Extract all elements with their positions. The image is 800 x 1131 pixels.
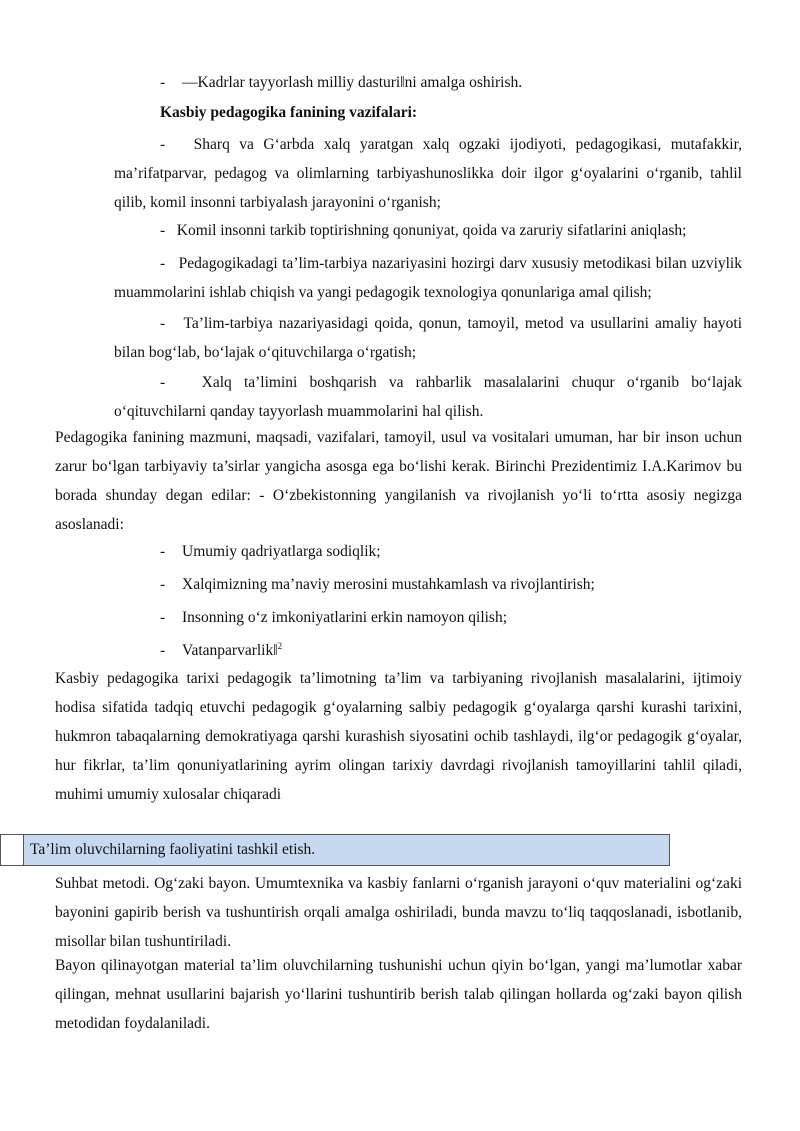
- bullet-dash: -: [160, 136, 166, 153]
- section-title-box: [0, 834, 670, 866]
- task-item-3: [114, 249, 742, 307]
- paragraph-3: Suhbat metodi. Og‘zaki bayon. Umumtexnika va kasbiy fanlarni o‘rganish jarayoni o‘quv materialini og‘zaki bayonini gapirib berish va tushuntirish orqali amalga oshiriladi, bunda mavzu to‘liq taqqoslanadi, isbotlanib, misollar bilan tushuntiriladi.: [55, 875, 742, 950]
- list-item-text: Insonning o‘z imkoniyatlarini erkin namoyon qilish;: [182, 609, 508, 626]
- section-heading: Kasbiy pedagogika fanining vazifalari:: [160, 104, 418, 121]
- list-item-text: Vatanparvarlik‖: [182, 642, 278, 659]
- list-item: [160, 570, 742, 599]
- list-item-text: Sharq va G‘arbda xalq yaratgan xalq ogzaki ijodiyoti, pedagogikasi, mutafakkir, ma’rifatparvar, pedagog va olimlarning tarbiyashunoslikka doir ilgor g‘oyalarini o‘rganib, tahlil qilib, komil insonni tarbiyalash jarayonini o‘rganish;: [114, 136, 743, 211]
- list-item-text: Ta’lim-tarbiya nazariyasidagi qoida, qonun, tamoyil, metod va usullarini amaliy hayoti bilan bog‘lab, bo‘lajak o‘qituvchilarga o‘rgatish;: [114, 315, 743, 361]
- task-item-1: [114, 130, 742, 217]
- list-item-text: Xalqimizning ma’naviy merosini mustahkamlash va rivojlantirish;: [182, 576, 595, 593]
- task-item-5: [114, 368, 742, 426]
- task-item-2: [114, 216, 742, 245]
- paragraph-4: Bayon qilinayotgan material ta’lim oluvchilarning tushunishi uchun qiyin bo‘lgan, yangi ma’lumotlar xabar qilingan, mehnat usullarini bajarish yo‘llarini tushuntirib berish talab qilingan hollarda og‘zaki bayon qilish metodidan foydalaniladi.: [55, 957, 742, 1032]
- list-item-text: Xalq ta’limini boshqarish va rahbarlik masalalarini chuqur o‘rganib bo‘lajak o‘qituvchilarni qanday tayyorlash muammolarini hal qilish.: [114, 374, 743, 420]
- bullet-dash: -: [160, 576, 166, 593]
- bullet-dash: -: [160, 74, 166, 91]
- list-item: [160, 636, 742, 665]
- paragraph-2: Kasbiy pedagogika tarixi pedagogik ta’limotning ta’lim va tarbiyaning rivojlanish masalalarini, ijtimoiy hodisa sifatida tadqiq etuvchi pedagogik g‘oyalarning salbiy pedagogik g‘oyalarga qarshi kurashi tarixini, hukmron tabaqalarning demokratiyaga qarshi kurashish siyosatini ochib tashlaydi, ilg‘or pedagogik g‘oyalar, hur fikrlar, ta’lim qonuniyatlarining ayrim olingan tarixiy davrdagi rivojlanish tamoyillarini tahlil qiladi, muhimi umumiy xulosalar chiqaradi: [55, 670, 742, 803]
- bullet-dash: -: [160, 543, 166, 560]
- list-item: [160, 537, 742, 566]
- list-item: [160, 603, 742, 632]
- bullet-dash: -: [160, 255, 166, 272]
- footnote-marker[interactable]: 2: [277, 640, 283, 651]
- bullet-dash: -: [160, 222, 166, 239]
- list-item: [160, 68, 742, 97]
- bullet-dash: -: [160, 315, 166, 332]
- bullet-dash: -: [160, 609, 166, 626]
- task-item-4: [114, 309, 742, 367]
- bullet-dash: -: [160, 642, 166, 659]
- bullet-dash: -: [160, 374, 166, 391]
- paragraph-1: Pedagogika fanining mazmuni, maqsadi, vazifalari, tamoyil, usul va vositalari umuman, har bir inson uchun zarur bo‘lgan tarbiyaviy ta’sirlar yangicha asosga ega bo‘lishi kerak. Birinchi Prezidentimiz I.A.Karimov bu borada shunday degan edilar: - O‘zbekistonning yangilanish va rivojlanish yo‘li to‘rtta asosiy negizga asoslanadi:: [55, 429, 742, 533]
- list-item-text: Umumiy qadriyatlarga sodiqlik;: [182, 543, 381, 560]
- section-title: Ta’lim oluvchilarning faoliyatini tashkil etish.: [23, 835, 669, 865]
- list-item-text: Komil insonni tarkib toptirishning qonuniyat, qoida va zaruriy sifatlarini aniqlash;: [176, 222, 687, 239]
- list-item-text: —Kadrlar tayyorlash milliy dasturi‖ni amalga oshirish.: [182, 74, 523, 91]
- list-item-text: Pedagogikadagi ta’lim-tarbiya nazariyasini hozirgi darv xususiy metodikasi bilan uzviylik muammolarini ishlab chiqish va yangi pedagogik texnologiya qonunlariga amal qilish;: [114, 255, 742, 301]
